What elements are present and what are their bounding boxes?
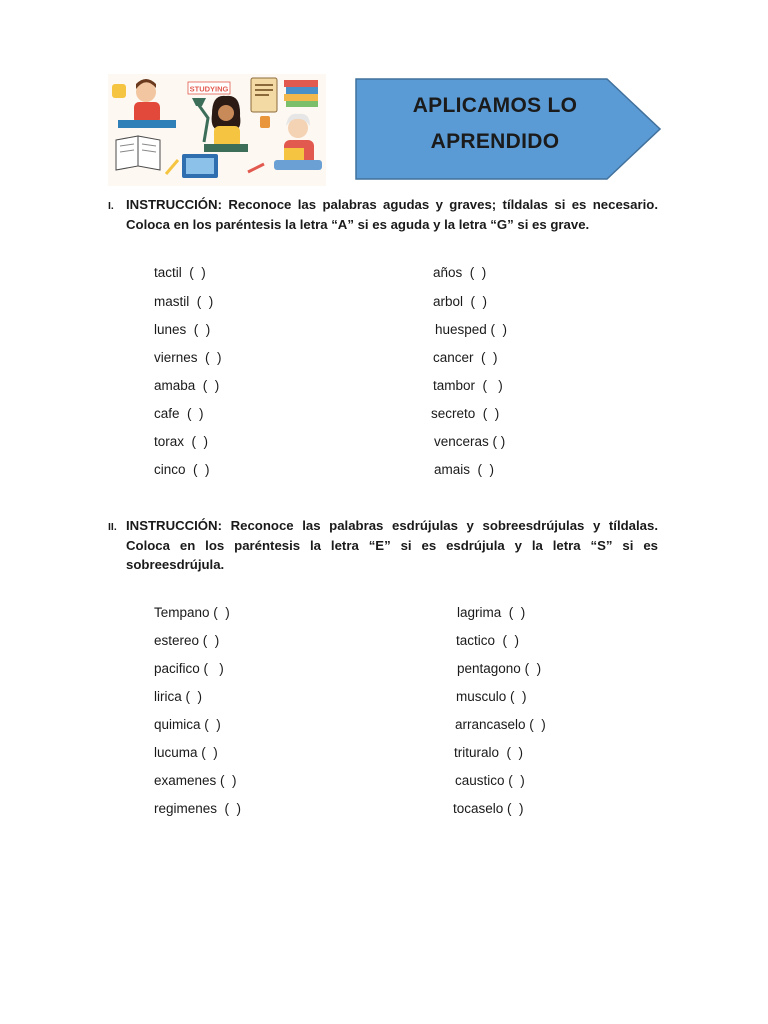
students-studying-illustration xyxy=(108,74,326,186)
title-line-2: APRENDIDO xyxy=(430,130,560,153)
word-item: quimica ( ) xyxy=(154,717,221,732)
word-item: viernes ( ) xyxy=(154,350,222,365)
word-item: arbol ( ) xyxy=(433,294,488,309)
word-item: mastil ( ) xyxy=(154,294,214,309)
word-item: venceras ( ) xyxy=(434,434,506,449)
word-item: tactil ( ) xyxy=(154,265,206,280)
section-number: I. xyxy=(108,200,114,212)
instruction-section-1 xyxy=(108,195,658,234)
word-item: musculo ( ) xyxy=(456,689,527,704)
word-item: pacifico ( ) xyxy=(154,661,224,676)
section-number: II. xyxy=(108,521,117,533)
word-item: lunes ( ) xyxy=(154,322,211,337)
word-item: tocaselo ( ) xyxy=(453,801,524,816)
word-item: tactico ( ) xyxy=(456,633,520,648)
word-item: tambor ( ) xyxy=(433,378,503,393)
word-item: cinco ( ) xyxy=(154,462,210,477)
word-item: cafe ( ) xyxy=(154,406,204,421)
word-item: lirica ( ) xyxy=(154,689,202,704)
word-item: años ( ) xyxy=(433,265,487,280)
word-item: torax ( ) xyxy=(154,434,209,449)
word-item: lucuma ( ) xyxy=(154,745,218,760)
word-item: secreto ( ) xyxy=(431,406,500,421)
word-item: pentagono ( ) xyxy=(457,661,542,676)
page-title xyxy=(355,88,635,160)
word-item: regimenes ( ) xyxy=(154,801,242,816)
word-item: cancer ( ) xyxy=(433,350,498,365)
word-item: lagrima ( ) xyxy=(457,605,526,620)
instruction-body: Reconoce las palabras agudas y graves; tíldalas si es necesario. Coloca en los paréntesis la letra “A” si es aguda y la letra “G” si es grave. xyxy=(126,197,658,232)
instruction-text xyxy=(126,195,658,234)
word-item: caustico ( ) xyxy=(455,773,525,788)
word-item: estereo ( ) xyxy=(154,633,220,648)
studying-label: STUDYING xyxy=(189,84,229,94)
instruction-body: Reconoce las palabras esdrújulas y sobreesdrújulas y tíldalas. Coloca en los paréntesis la letra “E” si es esdrújula y la letra “S” si es sobreesdrújula. xyxy=(126,518,658,572)
word-item: arrancaselo ( ) xyxy=(455,717,546,732)
instruction-section-2 xyxy=(108,516,658,575)
word-item: huesped ( ) xyxy=(435,322,508,337)
instruction-label: INSTRUCCIÓN: xyxy=(126,518,222,533)
instruction-label: INSTRUCCIÓN: xyxy=(126,197,222,212)
instruction-text xyxy=(126,516,658,575)
word-item: amais ( ) xyxy=(434,462,495,477)
word-item: examenes ( ) xyxy=(154,773,237,788)
title-line-1: APLICAMOS LO xyxy=(412,94,578,117)
word-item: Tempano ( ) xyxy=(154,605,230,620)
word-item: trituralo ( ) xyxy=(454,745,524,760)
word-item: amaba ( ) xyxy=(154,378,220,393)
